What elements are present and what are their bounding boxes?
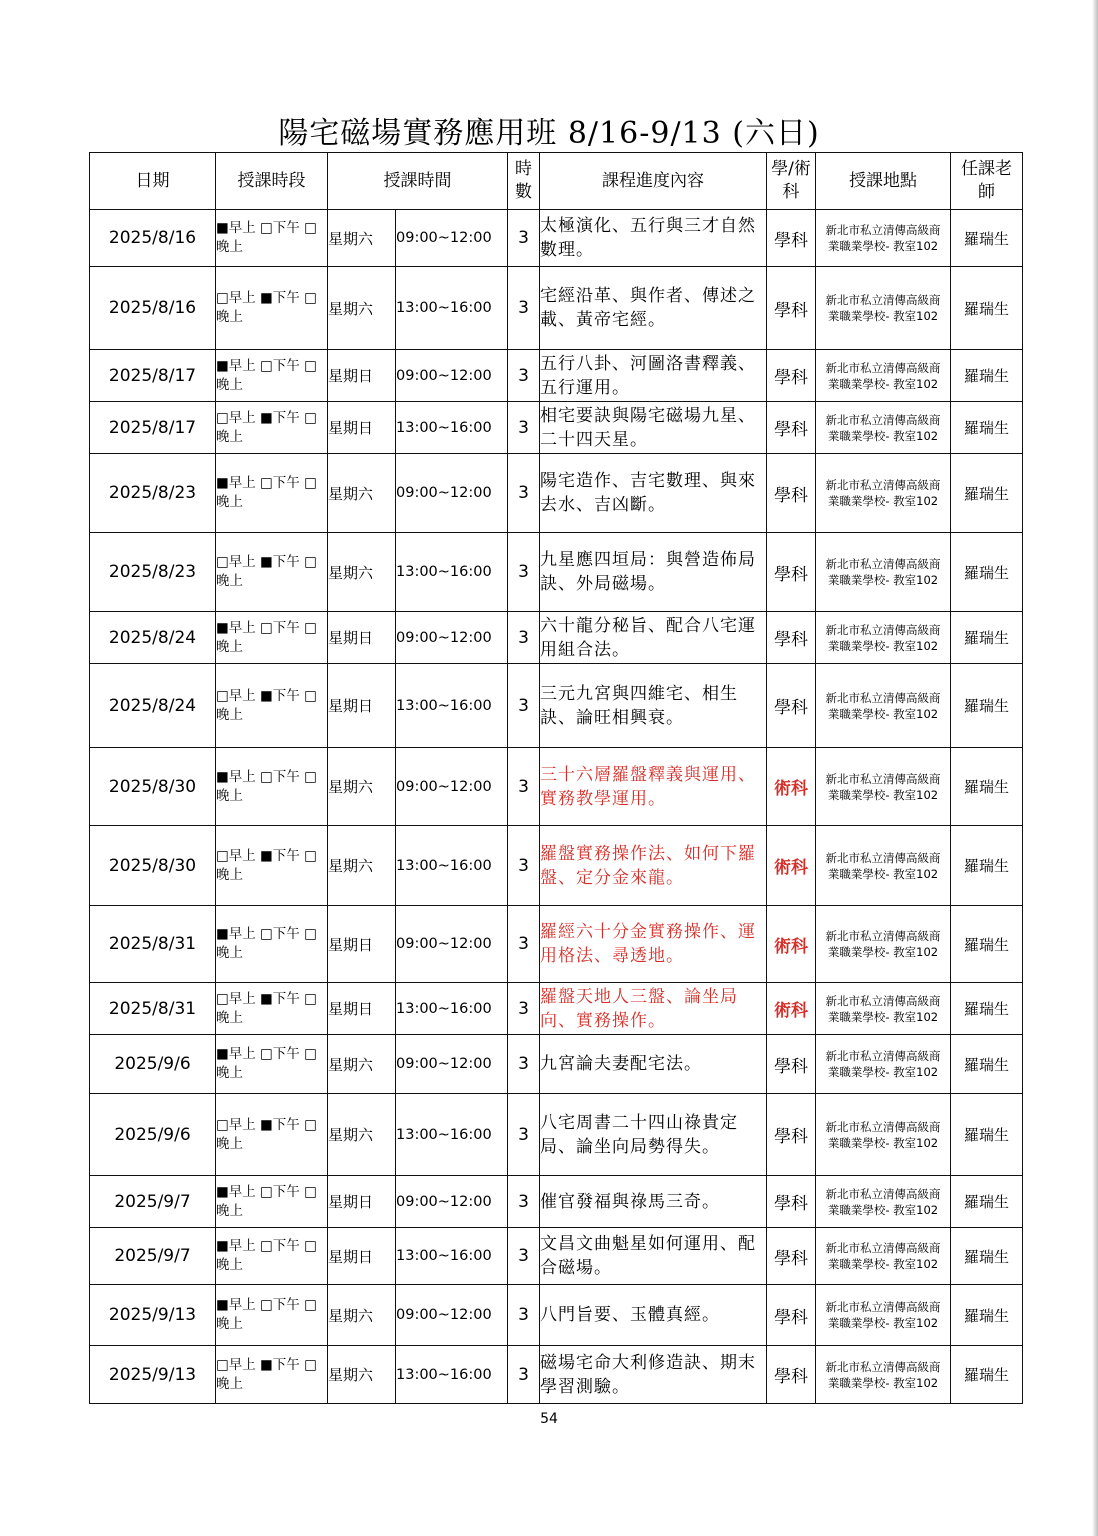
location-line1: 新北市私立清傳高級商	[825, 1300, 941, 1314]
header-date: 日期	[90, 153, 216, 210]
cell-location	[816, 1346, 951, 1404]
header-teacher	[951, 153, 1023, 210]
period-evening: 晚上	[216, 1065, 243, 1081]
header-teacher-line2: 師	[978, 182, 995, 202]
cell-weekday: 星期六	[328, 826, 396, 906]
cell-weekday: 星期六	[328, 533, 396, 612]
location-line2: 業職業學校- 教室102	[827, 638, 939, 653]
cell-category: 術科	[767, 748, 816, 826]
cell-category: 學科	[767, 612, 816, 664]
cell-period	[216, 826, 328, 906]
cell-time: 13:00~16:00	[396, 402, 508, 454]
cell-content: 羅經六十分金實務操作、運用格法、尋透地。	[540, 906, 767, 983]
cell-location	[816, 454, 951, 533]
table-row	[90, 1346, 1023, 1404]
cell-date: 2025/9/6	[90, 1094, 216, 1176]
cell-date: 2025/8/30	[90, 748, 216, 826]
location-line1: 新北市私立清傳高級商	[825, 993, 941, 1008]
cell-content: 磁場宅命大利修造訣、期末學習測驗。	[540, 1346, 767, 1404]
cell-hours: 3	[508, 748, 540, 826]
cell-category: 術科	[767, 826, 816, 906]
cell-date: 2025/8/23	[90, 533, 216, 612]
period-evening: 晚上	[216, 494, 243, 510]
location-line2: 業職業學校- 教室102	[827, 573, 939, 587]
cell-date: 2025/8/30	[90, 826, 216, 906]
cell-location	[816, 1094, 951, 1176]
table-row	[90, 1228, 1023, 1285]
cell-content: 太極演化、五行與三才自然數理。	[540, 210, 767, 267]
cell-hours: 3	[508, 826, 540, 906]
period-options: □早上 ■下午 □	[216, 687, 317, 704]
page-number: 54	[540, 1411, 558, 1427]
cell-teacher: 羅瑞生	[951, 454, 1023, 533]
cell-category: 學科	[767, 454, 816, 533]
cell-hours: 3	[508, 612, 540, 664]
cell-hours: 3	[508, 664, 540, 748]
location-line1: 新北市私立清傳高級商	[825, 557, 941, 571]
cell-teacher: 羅瑞生	[951, 1176, 1023, 1228]
cell-time: 09:00~12:00	[396, 454, 508, 533]
header-category-line1: 學/術	[771, 159, 811, 179]
location-line1: 新北市私立清傳高級商	[825, 690, 941, 705]
table-row	[90, 664, 1023, 748]
cell-location	[816, 1285, 951, 1346]
location-line1: 新北市私立清傳高級商	[825, 929, 941, 943]
cell-period	[216, 1035, 328, 1094]
location-line1: 新北市私立清傳高級商	[825, 771, 941, 786]
cell-time: 13:00~16:00	[396, 826, 508, 906]
cell-period	[216, 748, 328, 826]
table-row	[90, 748, 1023, 826]
cell-location	[816, 612, 951, 664]
location-line2: 業職業學校- 教室102	[827, 1065, 939, 1079]
period-evening: 晚上	[216, 309, 243, 325]
location-line2: 業職業學校- 教室102	[827, 1009, 939, 1024]
cell-time: 13:00~16:00	[396, 983, 508, 1035]
cell-content: 三元九宮與四維宅、相生訣、論旺相興衰。	[540, 664, 767, 748]
cell-content: 陽宅造作、吉宅數理、與來去水、吉凶斷。	[540, 454, 767, 533]
header-hours	[508, 153, 540, 210]
cell-teacher: 羅瑞生	[951, 350, 1023, 402]
location-line1: 新北市私立清傳高級商	[825, 1119, 941, 1134]
cell-content: 九宮論夫妻配宅法。	[540, 1035, 767, 1094]
cell-teacher: 羅瑞生	[951, 664, 1023, 748]
cell-category: 學科	[767, 1035, 816, 1094]
cell-weekday: 星期六	[328, 1094, 396, 1176]
course-schedule-table	[89, 152, 1023, 1404]
cell-period	[216, 267, 328, 350]
header-category-line2: 科	[782, 182, 800, 202]
table-row	[90, 350, 1023, 402]
cell-period	[216, 402, 328, 454]
location-line1: 新北市私立清傳高級商	[825, 412, 941, 427]
table-row	[90, 210, 1023, 267]
cell-date: 2025/8/17	[90, 402, 216, 454]
cell-period	[216, 1346, 328, 1404]
period-evening: 晚上	[216, 1375, 243, 1392]
cell-weekday: 星期六	[328, 454, 396, 533]
location-line2: 業職業學校- 教室102	[827, 494, 939, 508]
cell-teacher: 羅瑞生	[951, 1035, 1023, 1094]
period-evening: 晚上	[216, 1202, 243, 1219]
period-options: □早上 ■下午 □	[216, 290, 317, 306]
location-line2: 業職業學校- 教室102	[827, 376, 939, 391]
period-options: ■早上 □下午 □	[216, 619, 317, 636]
cell-content: 相宅要訣與陽宅磁場九星、二十四天星。	[540, 402, 767, 454]
period-options: □早上 ■下午 □	[216, 847, 317, 864]
cell-location	[816, 350, 951, 402]
cell-time: 09:00~12:00	[396, 210, 508, 267]
cell-weekday: 星期日	[328, 402, 396, 454]
location-line1: 新北市私立清傳高級商	[825, 360, 941, 375]
cell-weekday: 星期日	[328, 983, 396, 1035]
header-hours-line2: 數	[515, 182, 532, 202]
cell-date: 2025/9/13	[90, 1346, 216, 1404]
cell-time: 09:00~12:00	[396, 1285, 508, 1346]
cell-date: 2025/8/23	[90, 454, 216, 533]
cell-location	[816, 1176, 951, 1228]
cell-hours: 3	[508, 906, 540, 983]
cell-category: 學科	[767, 402, 816, 454]
cell-content: 宅經沿革、與作者、傳述之載、黃帝宅經。	[540, 267, 767, 350]
cell-hours: 3	[508, 983, 540, 1035]
period-options: □早上 ■下午 □	[216, 1116, 317, 1133]
table-row	[90, 1094, 1023, 1176]
cell-weekday: 星期六	[328, 267, 396, 350]
cell-hours: 3	[508, 350, 540, 402]
cell-date: 2025/8/16	[90, 267, 216, 350]
cell-teacher: 羅瑞生	[951, 748, 1023, 826]
location-line2: 業職業學校- 教室102	[827, 1202, 939, 1217]
location-line2: 業職業學校- 教室102	[827, 239, 939, 253]
location-line2: 業職業學校- 教室102	[827, 1257, 939, 1271]
location-line1: 新北市私立清傳高級商	[825, 1186, 941, 1201]
cell-date: 2025/8/16	[90, 210, 216, 267]
period-options: ■早上 □下午 □	[216, 220, 317, 236]
cell-teacher: 羅瑞生	[951, 1285, 1023, 1346]
period-evening: 晚上	[216, 1257, 243, 1273]
cell-location	[816, 1228, 951, 1285]
cell-content: 五行八卦、河圖洛書釋義、五行運用。	[540, 350, 767, 402]
cell-weekday: 星期日	[328, 612, 396, 664]
cell-content: 文昌文曲魁星如何運用、配合磁場。	[540, 1228, 767, 1285]
cell-period	[216, 1094, 328, 1176]
cell-hours: 3	[508, 267, 540, 350]
location-line2: 業職業學校- 教室102	[827, 1316, 939, 1330]
cell-hours: 3	[508, 533, 540, 612]
cell-weekday: 星期六	[328, 1285, 396, 1346]
cell-hours: 3	[508, 1094, 540, 1176]
cell-teacher: 羅瑞生	[951, 402, 1023, 454]
cell-period	[216, 906, 328, 983]
cell-location	[816, 210, 951, 267]
table-row	[90, 533, 1023, 612]
location-line1: 新北市私立清傳高級商	[825, 622, 941, 637]
location-line1: 新北市私立清傳高級商	[825, 223, 941, 237]
period-evening: 晚上	[216, 945, 243, 961]
cell-teacher: 羅瑞生	[951, 210, 1023, 267]
cell-content: 六十龍分秘旨、配合八宅運用組合法。	[540, 612, 767, 664]
cell-time: 13:00~16:00	[396, 533, 508, 612]
table-row	[90, 983, 1023, 1035]
cell-weekday: 星期日	[328, 906, 396, 983]
cell-date: 2025/8/24	[90, 612, 216, 664]
cell-time: 09:00~12:00	[396, 906, 508, 983]
header-content: 課程進度內容	[540, 153, 767, 210]
cell-category: 學科	[767, 1094, 816, 1176]
cell-hours: 3	[508, 1346, 540, 1404]
cell-hours: 3	[508, 1285, 540, 1346]
location-line2: 業職業學校- 教室102	[827, 309, 939, 323]
cell-location	[816, 1035, 951, 1094]
location-line1: 新北市私立清傳高級商	[825, 1049, 941, 1063]
location-line2: 業職業學校- 教室102	[827, 787, 939, 802]
cell-time: 13:00~16:00	[396, 1346, 508, 1404]
location-line1: 新北市私立清傳高級商	[825, 478, 941, 492]
cell-time: 09:00~12:00	[396, 748, 508, 826]
location-line2: 業職業學校- 教室102	[827, 1135, 939, 1150]
period-evening: 晚上	[216, 1135, 243, 1152]
table-row	[90, 402, 1023, 454]
cell-location	[816, 826, 951, 906]
period-options: □早上 ■下午 □	[216, 409, 317, 426]
cell-weekday: 星期日	[328, 1176, 396, 1228]
cell-date: 2025/8/17	[90, 350, 216, 402]
cell-period	[216, 1285, 328, 1346]
cell-hours: 3	[508, 1176, 540, 1228]
cell-content: 羅盤天地人三盤、論坐局向、實務操作。	[540, 983, 767, 1035]
cell-location	[816, 748, 951, 826]
period-evening: 晚上	[216, 428, 243, 445]
cell-teacher: 羅瑞生	[951, 267, 1023, 350]
cell-time: 09:00~12:00	[396, 1176, 508, 1228]
cell-content: 催官發福與祿馬三奇。	[540, 1176, 767, 1228]
cell-teacher: 羅瑞生	[951, 983, 1023, 1035]
cell-date: 2025/8/24	[90, 664, 216, 748]
period-evening: 晚上	[216, 866, 243, 883]
period-options: ■早上 □下午 □	[216, 768, 317, 785]
cell-period	[216, 533, 328, 612]
cell-location	[816, 983, 951, 1035]
table-row	[90, 454, 1023, 533]
cell-time: 09:00~12:00	[396, 612, 508, 664]
cell-weekday: 星期日	[328, 664, 396, 748]
period-options: □早上 ■下午 □	[216, 1356, 317, 1373]
period-options: ■早上 □下午 □	[216, 1238, 317, 1254]
cell-weekday: 星期日	[328, 350, 396, 402]
cell-teacher: 羅瑞生	[951, 533, 1023, 612]
cell-teacher: 羅瑞生	[951, 826, 1023, 906]
table-row	[90, 1285, 1023, 1346]
cell-teacher: 羅瑞生	[951, 1346, 1023, 1404]
cell-location	[816, 402, 951, 454]
cell-teacher: 羅瑞生	[951, 1228, 1023, 1285]
cell-teacher: 羅瑞生	[951, 612, 1023, 664]
cell-content: 三十六層羅盤釋義與運用、實務教學運用。	[540, 748, 767, 826]
location-line2: 業職業學校- 教室102	[827, 1375, 939, 1390]
cell-category: 學科	[767, 1346, 816, 1404]
cell-hours: 3	[508, 402, 540, 454]
location-line1: 新北市私立清傳高級商	[825, 1241, 941, 1255]
cell-date: 2025/8/31	[90, 906, 216, 983]
location-line1: 新北市私立清傳高級商	[825, 1359, 941, 1374]
cell-weekday: 星期六	[328, 748, 396, 826]
cell-location	[816, 664, 951, 748]
cell-category: 術科	[767, 983, 816, 1035]
period-evening: 晚上	[216, 1009, 243, 1026]
period-evening: 晚上	[216, 638, 243, 655]
header-time: 授課時間	[328, 153, 508, 210]
cell-weekday: 星期日	[328, 1228, 396, 1285]
cell-period	[216, 350, 328, 402]
page-edge-shadow	[1092, 0, 1098, 1536]
location-line1: 新北市私立清傳高級商	[825, 293, 941, 307]
table-body	[90, 210, 1023, 1404]
cell-content: 八宅周書二十四山祿貴定局、論坐向局勢得失。	[540, 1094, 767, 1176]
cell-content: 九星應四垣局：與營造佈局訣、外局磁場。	[540, 533, 767, 612]
table-row	[90, 267, 1023, 350]
cell-category: 學科	[767, 210, 816, 267]
cell-category: 學科	[767, 1285, 816, 1346]
cell-time: 09:00~12:00	[396, 350, 508, 402]
header-teacher-line1: 任課老	[961, 159, 1012, 179]
cell-location	[816, 906, 951, 983]
cell-period	[216, 983, 328, 1035]
cell-category: 學科	[767, 533, 816, 612]
cell-category: 學科	[767, 267, 816, 350]
period-options: ■早上 □下午 □	[216, 357, 317, 374]
period-evening: 晚上	[216, 706, 243, 723]
cell-teacher: 羅瑞生	[951, 906, 1023, 983]
cell-period	[216, 612, 328, 664]
header-period: 授課時段	[216, 153, 328, 210]
cell-time: 13:00~16:00	[396, 1228, 508, 1285]
table-row	[90, 612, 1023, 664]
table-row	[90, 826, 1023, 906]
period-options: ■早上 □下午 □	[216, 475, 317, 491]
period-options: ■早上 □下午 □	[216, 1046, 317, 1062]
cell-weekday: 星期六	[328, 1346, 396, 1404]
cell-category: 學科	[767, 1176, 816, 1228]
location-line2: 業職業學校- 教室102	[827, 706, 939, 721]
cell-period	[216, 664, 328, 748]
cell-hours: 3	[508, 210, 540, 267]
cell-weekday: 星期六	[328, 1035, 396, 1094]
period-options: ■早上 □下午 □	[216, 1297, 317, 1313]
cell-category: 術科	[767, 906, 816, 983]
cell-teacher: 羅瑞生	[951, 1094, 1023, 1176]
period-evening: 晚上	[216, 239, 243, 255]
cell-time: 09:00~12:00	[396, 1035, 508, 1094]
period-evening: 晚上	[216, 787, 243, 804]
period-options: □早上 ■下午 □	[216, 990, 317, 1007]
location-line2: 業職業學校- 教室102	[827, 428, 939, 443]
period-evening: 晚上	[216, 376, 243, 393]
table-header-row	[90, 153, 1023, 210]
period-options: ■早上 □下午 □	[216, 926, 317, 942]
period-options: □早上 ■下午 □	[216, 554, 317, 570]
table-row	[90, 1035, 1023, 1094]
cell-location	[816, 267, 951, 350]
cell-content: 羅盤實務操作法、如何下羅盤、定分金來龍。	[540, 826, 767, 906]
location-line2: 業職業學校- 教室102	[827, 866, 939, 881]
cell-category: 學科	[767, 664, 816, 748]
cell-category: 學科	[767, 1228, 816, 1285]
cell-date: 2025/9/7	[90, 1228, 216, 1285]
cell-period	[216, 1228, 328, 1285]
period-evening: 晚上	[216, 573, 243, 589]
cell-date: 2025/8/31	[90, 983, 216, 1035]
cell-date: 2025/9/13	[90, 1285, 216, 1346]
location-line2: 業職業學校- 教室102	[827, 945, 939, 959]
location-line1: 新北市私立清傳高級商	[825, 850, 941, 865]
cell-date: 2025/9/7	[90, 1176, 216, 1228]
table-row	[90, 906, 1023, 983]
cell-hours: 3	[508, 1228, 540, 1285]
period-options: ■早上 □下午 □	[216, 1183, 317, 1200]
header-location: 授課地點	[816, 153, 951, 210]
cell-hours: 3	[508, 454, 540, 533]
cell-period	[216, 210, 328, 267]
cell-time: 13:00~16:00	[396, 267, 508, 350]
cell-date: 2025/9/6	[90, 1035, 216, 1094]
table-row	[90, 1176, 1023, 1228]
cell-time: 13:00~16:00	[396, 664, 508, 748]
cell-hours: 3	[508, 1035, 540, 1094]
cell-period	[216, 454, 328, 533]
cell-time: 13:00~16:00	[396, 1094, 508, 1176]
cell-period	[216, 1176, 328, 1228]
cell-weekday: 星期六	[328, 210, 396, 267]
page-title: 陽宅磁場實務應用班 8/16-9/13 (六日)	[278, 116, 820, 151]
cell-location	[816, 533, 951, 612]
cell-category: 學科	[767, 350, 816, 402]
period-evening: 晚上	[216, 1316, 243, 1332]
header-hours-line1: 時	[515, 159, 532, 179]
cell-content: 八門旨要、玉體真經。	[540, 1285, 767, 1346]
header-category	[767, 153, 816, 210]
